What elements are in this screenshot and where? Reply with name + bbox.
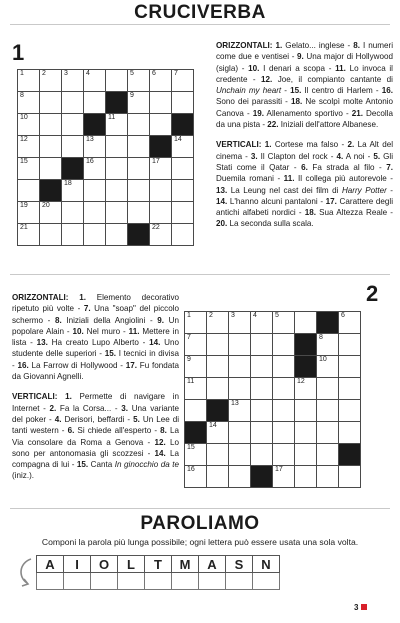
grid-cell bbox=[317, 444, 339, 466]
grid-cell bbox=[317, 400, 339, 422]
grid-cell bbox=[251, 312, 273, 334]
answer-cell[interactable] bbox=[64, 573, 91, 590]
paroliamo-answer-row bbox=[36, 573, 280, 590]
grid-cell bbox=[62, 180, 84, 202]
grid-cell bbox=[40, 158, 62, 180]
curved-arrow-icon bbox=[15, 555, 37, 591]
cell-number: 11 bbox=[108, 114, 116, 121]
grid-cell bbox=[62, 92, 84, 114]
puzzle-2-clues bbox=[12, 292, 179, 491]
cell-number: 11 bbox=[187, 378, 195, 385]
grid-row bbox=[185, 356, 361, 378]
grid-cell bbox=[317, 378, 339, 400]
page-accent-square bbox=[361, 604, 367, 610]
grid-cell bbox=[150, 158, 172, 180]
cell-number: 3 bbox=[64, 70, 68, 77]
grid-cell bbox=[251, 444, 273, 466]
letter-cell: O bbox=[91, 556, 118, 573]
grid-cell bbox=[128, 92, 150, 114]
grid-row bbox=[18, 158, 194, 180]
grid-cell bbox=[207, 466, 229, 488]
grid-cell bbox=[18, 158, 40, 180]
cell-number: 12 bbox=[297, 378, 305, 385]
grid-cell bbox=[339, 422, 361, 444]
answer-cell[interactable] bbox=[253, 573, 280, 590]
grid-cell bbox=[273, 334, 295, 356]
grid-row bbox=[18, 136, 194, 158]
grid-cell bbox=[18, 224, 40, 246]
grid-row bbox=[18, 92, 194, 114]
grid-cell bbox=[40, 224, 62, 246]
cell-number: 3 bbox=[231, 312, 235, 319]
grid-cell bbox=[207, 444, 229, 466]
black-cell bbox=[251, 466, 273, 488]
black-cell bbox=[185, 422, 207, 444]
grid-cell bbox=[106, 70, 128, 92]
letter-cell: A bbox=[37, 556, 64, 573]
cell-number: 2 bbox=[209, 312, 213, 319]
grid-cell bbox=[40, 202, 62, 224]
puzzle-1-clues bbox=[216, 40, 393, 239]
cell-number: 4 bbox=[253, 312, 257, 319]
grid-cell bbox=[273, 444, 295, 466]
grid-cell bbox=[62, 202, 84, 224]
grid-cell bbox=[62, 70, 84, 92]
grid-cell bbox=[229, 422, 251, 444]
cell-number: 14 bbox=[174, 136, 182, 143]
grid-row bbox=[185, 444, 361, 466]
grid-cell bbox=[339, 312, 361, 334]
grid-cell bbox=[172, 70, 194, 92]
header-divider bbox=[10, 24, 390, 25]
grid-cell bbox=[84, 70, 106, 92]
cell-number: 7 bbox=[174, 70, 178, 77]
grid-row bbox=[18, 180, 194, 202]
cell-number: 13 bbox=[231, 400, 239, 407]
grid-cell bbox=[207, 312, 229, 334]
grid-cell bbox=[106, 224, 128, 246]
grid-cell bbox=[18, 136, 40, 158]
black-cell bbox=[295, 334, 317, 356]
black-cell bbox=[339, 444, 361, 466]
grid-cell bbox=[339, 356, 361, 378]
black-cell bbox=[84, 114, 106, 136]
grid-cell bbox=[317, 422, 339, 444]
grid-cell bbox=[229, 356, 251, 378]
grid-row bbox=[185, 334, 361, 356]
grid-cell bbox=[339, 400, 361, 422]
letter-cell: N bbox=[253, 556, 280, 573]
grid-row bbox=[18, 202, 194, 224]
grid-cell bbox=[84, 158, 106, 180]
letter-cell: S bbox=[226, 556, 253, 573]
grid-cell bbox=[273, 356, 295, 378]
grid-cell bbox=[128, 158, 150, 180]
grid-cell bbox=[106, 202, 128, 224]
letter-cell: A bbox=[199, 556, 226, 573]
letter-cell: M bbox=[172, 556, 199, 573]
grid-row bbox=[18, 224, 194, 246]
cell-number: 9 bbox=[130, 92, 134, 99]
cell-number: 5 bbox=[275, 312, 279, 319]
grid-cell bbox=[150, 114, 172, 136]
grid-cell bbox=[229, 400, 251, 422]
cell-number: 15 bbox=[20, 158, 28, 165]
puzzle-2-number: 2 bbox=[366, 281, 379, 306]
grid-cell bbox=[295, 422, 317, 444]
cell-number: 19 bbox=[20, 202, 28, 209]
grid-cell bbox=[295, 444, 317, 466]
black-cell bbox=[172, 114, 194, 136]
grid-row bbox=[18, 70, 194, 92]
grid-cell bbox=[128, 202, 150, 224]
grid-cell bbox=[273, 378, 295, 400]
grid-cell bbox=[295, 400, 317, 422]
black-cell bbox=[317, 312, 339, 334]
grid-row bbox=[185, 378, 361, 400]
cell-number: 17 bbox=[152, 158, 160, 165]
grid-cell bbox=[207, 356, 229, 378]
letter-cell: I bbox=[64, 556, 91, 573]
answer-cell[interactable] bbox=[37, 573, 64, 590]
black-cell bbox=[40, 180, 62, 202]
grid-cell bbox=[62, 114, 84, 136]
grid-cell bbox=[339, 466, 361, 488]
puzzle-1-orizzontali: ORIZZONTALI: 1. Gelato... inglese - 8. I numeri come due e ventisei - 9. Una major di Hollywood (sigla) - 10. I denari a scopa - 11. Lo invoca il credente - 12. Joe, il compianto cantante di Unchain my heart - 15. Il centro di Harlem - 16. Sono dei parassiti - 18. Ne scolpì molte Antonio Canova - 19. Allenamento sportivo - 21. Decolla da una pista - 22. Iniziali dell'attore Albanese. bbox=[216, 41, 394, 130]
grid-cell bbox=[18, 180, 40, 202]
grid-cell bbox=[185, 356, 207, 378]
grid-cell bbox=[172, 202, 194, 224]
grid-cell bbox=[172, 136, 194, 158]
grid-row bbox=[185, 466, 361, 488]
cell-number: 8 bbox=[20, 92, 24, 99]
grid-cell bbox=[128, 180, 150, 202]
cell-number: 20 bbox=[42, 202, 50, 209]
grid-cell bbox=[317, 356, 339, 378]
grid-cell bbox=[185, 400, 207, 422]
grid-cell bbox=[84, 202, 106, 224]
page-title: CRUCIVERBA bbox=[134, 2, 266, 23]
grid-cell bbox=[339, 378, 361, 400]
grid-cell bbox=[172, 92, 194, 114]
answer-cell[interactable] bbox=[118, 573, 145, 590]
cell-number: 9 bbox=[187, 356, 191, 363]
grid-cell bbox=[207, 334, 229, 356]
cell-number: 22 bbox=[152, 224, 160, 231]
grid-cell bbox=[207, 378, 229, 400]
grid-cell bbox=[18, 202, 40, 224]
cell-number: 10 bbox=[319, 356, 327, 363]
grid-cell bbox=[229, 334, 251, 356]
grid-cell bbox=[251, 422, 273, 444]
grid-cell bbox=[106, 180, 128, 202]
puzzle-1-number: 1 bbox=[12, 40, 25, 65]
grid-cell bbox=[295, 466, 317, 488]
cell-number: 16 bbox=[187, 466, 195, 473]
grid-cell bbox=[339, 334, 361, 356]
cell-number: 21 bbox=[20, 224, 28, 231]
grid-row bbox=[185, 312, 361, 334]
cell-number: 8 bbox=[319, 334, 323, 341]
grid-cell bbox=[40, 70, 62, 92]
grid-cell bbox=[128, 136, 150, 158]
grid-cell bbox=[172, 180, 194, 202]
puzzle-2-orizzontali: ORIZZONTALI: 1. Elemento decorativo ripetuto più volte - 7. Una "soap" del piccolo schermo - 8. Iniziali della Angiolini - 9. Un popolare Alain - 10. Nel muro - 11. Mettere in lista - 13. Ha creato Lupo Alberto - 14. Uno studente delle superiori - 15. I tecnici in divisa - 16. La Farrow di Hollywood - 17. Fu fondata da Giovanni Agnelli. bbox=[12, 293, 179, 382]
grid-cell bbox=[185, 312, 207, 334]
page-number: 3 bbox=[354, 603, 367, 612]
grid-cell bbox=[128, 70, 150, 92]
grid-cell bbox=[251, 378, 273, 400]
grid-cell bbox=[150, 92, 172, 114]
grid-cell bbox=[106, 158, 128, 180]
grid-cell bbox=[251, 356, 273, 378]
grid-cell bbox=[150, 202, 172, 224]
grid-row bbox=[18, 114, 194, 136]
answer-cell[interactable] bbox=[226, 573, 253, 590]
cell-number: 13 bbox=[86, 136, 94, 143]
grid-cell bbox=[295, 312, 317, 334]
middle-divider bbox=[10, 274, 390, 275]
paroliamo-letters bbox=[36, 555, 280, 573]
cell-number: 1 bbox=[187, 312, 191, 319]
cell-number: 17 bbox=[275, 466, 283, 473]
grid-cell bbox=[84, 92, 106, 114]
grid-cell bbox=[185, 378, 207, 400]
grid-cell bbox=[295, 378, 317, 400]
answer-cell[interactable] bbox=[199, 573, 226, 590]
cell-number: 7 bbox=[187, 334, 191, 341]
grid-cell bbox=[273, 422, 295, 444]
grid-cell bbox=[106, 136, 128, 158]
grid-row bbox=[185, 400, 361, 422]
lower-divider bbox=[10, 508, 390, 509]
paroliamo-title: PAROLIAMO bbox=[140, 513, 260, 534]
grid-cell bbox=[128, 114, 150, 136]
grid-cell bbox=[229, 466, 251, 488]
black-cell bbox=[295, 356, 317, 378]
black-cell bbox=[207, 400, 229, 422]
grid-cell bbox=[229, 312, 251, 334]
black-cell bbox=[106, 92, 128, 114]
cell-number: 18 bbox=[64, 180, 72, 187]
grid-cell bbox=[185, 466, 207, 488]
grid-cell bbox=[273, 400, 295, 422]
cell-number: 4 bbox=[86, 70, 90, 77]
cell-number: 6 bbox=[341, 312, 345, 319]
cell-number: 15 bbox=[187, 444, 195, 451]
grid-cell bbox=[18, 92, 40, 114]
grid-cell bbox=[84, 136, 106, 158]
black-cell bbox=[128, 224, 150, 246]
grid-cell bbox=[185, 334, 207, 356]
answer-cell[interactable] bbox=[145, 573, 172, 590]
cell-number: 2 bbox=[42, 70, 46, 77]
grid-cell bbox=[40, 114, 62, 136]
puzzle-2-verticali: VERTICALI: 1. Permette di navigare in Internet - 2. Fa la Corsa... - 3. Una variante del poker - 4. Derisori, beffardi - 5. Un Lee di tanti western - 6. Si chiede all'esperto - 8. La Via consolare da Roma a Genova - 12. Lo sono per antonomasia gli scozzesi - 14. La compagna di lui - 15. Canta In ginocchio da te (iniz.). bbox=[12, 392, 180, 481]
grid-cell bbox=[84, 224, 106, 246]
grid-cell bbox=[172, 224, 194, 246]
grid-cell bbox=[106, 114, 128, 136]
grid-cell bbox=[40, 136, 62, 158]
answer-cell[interactable] bbox=[91, 573, 118, 590]
grid-cell bbox=[40, 92, 62, 114]
grid-cell bbox=[84, 180, 106, 202]
grid-cell bbox=[317, 334, 339, 356]
grid-cell bbox=[229, 444, 251, 466]
grid-cell bbox=[251, 334, 273, 356]
grid-cell bbox=[150, 224, 172, 246]
grid-cell bbox=[273, 312, 295, 334]
cell-number: 6 bbox=[152, 70, 156, 77]
grid-cell bbox=[18, 70, 40, 92]
paroliamo-instruction: Componi la parola più lunga possibile; ogni lettera può essere usata una sola volta. bbox=[41, 537, 359, 547]
cell-number: 14 bbox=[209, 422, 217, 429]
cell-number: 16 bbox=[86, 158, 94, 165]
grid-cell bbox=[207, 422, 229, 444]
grid-cell bbox=[229, 378, 251, 400]
grid-cell bbox=[150, 180, 172, 202]
grid-cell bbox=[62, 136, 84, 158]
grid-cell bbox=[18, 114, 40, 136]
grid-cell bbox=[273, 466, 295, 488]
crossword-grid-2 bbox=[184, 311, 361, 488]
black-cell bbox=[62, 158, 84, 180]
black-cell bbox=[150, 136, 172, 158]
answer-cell[interactable] bbox=[172, 573, 199, 590]
grid-cell bbox=[150, 70, 172, 92]
crossword-grid-1 bbox=[17, 69, 194, 246]
cell-number: 10 bbox=[20, 114, 28, 121]
grid-cell bbox=[185, 444, 207, 466]
cell-number: 12 bbox=[20, 136, 28, 143]
grid-cell bbox=[172, 158, 194, 180]
grid-cell bbox=[62, 224, 84, 246]
grid-row bbox=[185, 422, 361, 444]
letter-cell: T bbox=[145, 556, 172, 573]
puzzle-1-verticali: VERTICALI: 1. Cortese ma falso - 2. La Alt del cinema - 3. Il Clapton del rock - 4. A noi - 5. Gli Stati come il Qatar - 6. Fa strada al filo - 7. Duemila romani - 11. Il collega più autorevole - 13. La Leung nel cast dei film di Harry Potter - 14. L'hanno alcuni pantaloni - 17. Carattere degli antichi alfabeti nordici - 18. Sua Altezza Reale - 20. La seconda sulla scala. bbox=[216, 140, 394, 229]
cell-number: 5 bbox=[130, 70, 134, 77]
cell-number: 1 bbox=[20, 70, 24, 77]
grid-cell bbox=[251, 400, 273, 422]
grid-cell bbox=[317, 466, 339, 488]
letter-cell: L bbox=[118, 556, 145, 573]
